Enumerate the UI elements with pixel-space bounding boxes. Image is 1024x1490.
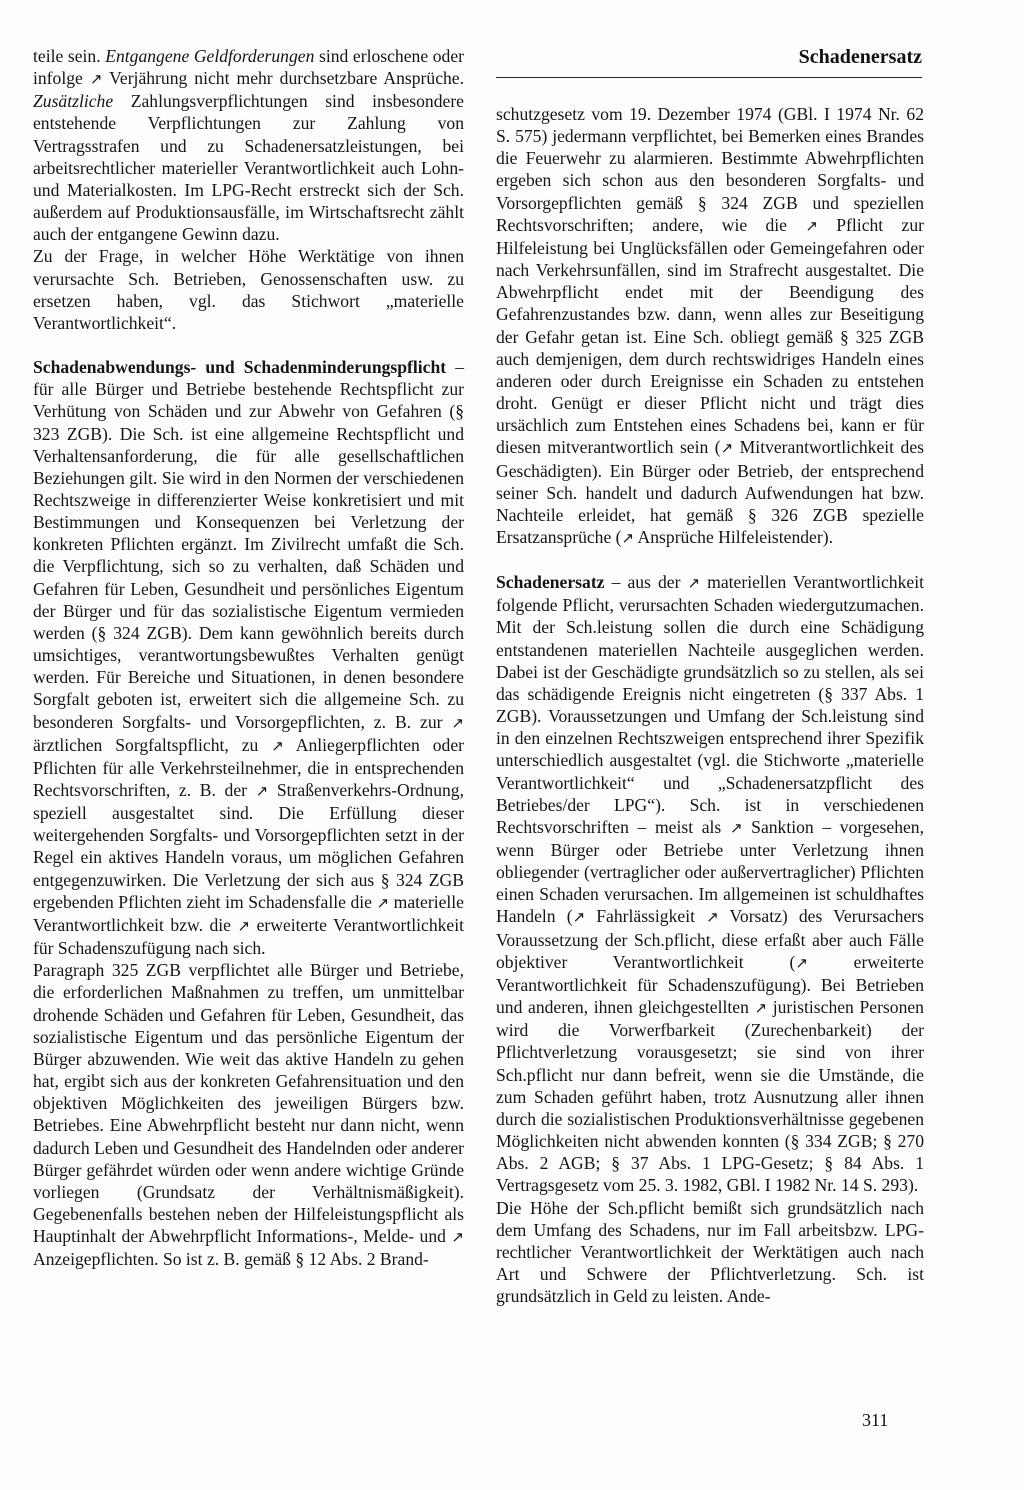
text-run: juristischen Personen wird die Vorwerfbarkeit (Zurechenbarkeit) der Pflichtverletzung vorausgesetzt; sie sind von ihrer Sch.pflicht nur dann befreit, wenn sie die Umstände, die zum Schaden geführt haben, trotz Ausnutzung aller ihnen durch die sozialistischen Produktionsverhältnisse gegebenen Möglichkeiten nicht abwenden konnten (§ 334 ZGB; § 270 Abs. 2 AGB; § 37 Abs. 1 LPG-Gesetz; § 84 Abs. 1 Vertragsgesetz vom 25. 3. 1982, GBl. I 1982 Nr. 14 S. 293). xyxy=(496,997,924,1196)
cross-reference-arrow-icon: ↗ xyxy=(451,1228,464,1247)
text-run: sind erloschene oder infolge xyxy=(33,46,464,89)
header-title: Schadenersatz xyxy=(798,46,922,68)
cross-reference-arrow-icon: ↗ xyxy=(621,528,635,547)
cross-reference-arrow-icon: ↗ xyxy=(376,893,390,912)
paragraph xyxy=(33,959,464,1270)
text-run: schutzgesetz vom 19. Dezember 1974 (GBl. I 1974 Nr. 62 S. 575) jedermann verpflichtet, bei Bemerken eines Brandes die Feuerwehr zu alarmieren. Bestimmte Abwehrpflichten ergeben sich schon aus den besonderen Sorgfalts- und Vorsorgepflichten gemäß § 324 ZGB und speziellen Rechtsvorschriften; andere, wie die xyxy=(496,104,924,235)
header-rule xyxy=(496,77,922,78)
text-run: Die Höhe der Sch.pflicht bemißt sich grundsätzlich nach dem Umfang des Schadens, nur im Fall arbeitsbzw. LPG-rechtlicher Verantwortlichkeit der Werktätigen auch nach Art und Schwere der Pflichtverletzung. Sch. ist grundsätzlich in Geld zu leisten. Ande- xyxy=(496,1197,924,1307)
text-run: Verjährung nicht mehr durchsetzbare Ansprüche. xyxy=(102,68,465,89)
page-number: 311 xyxy=(862,1410,889,1430)
text-run: Mitverantwortlichkeit des Geschädigten). Ein Bürger oder Betrieb, der entsprechend seiner Sch. handelt und dadurch Aufwendungen hat bzw. Nachteile erleidet, hat gemäß § 326 ZGB spezielle Ersatzansprüche ( xyxy=(496,437,924,547)
emphasized-term: Zusätzliche xyxy=(33,91,114,112)
paragraph xyxy=(496,103,924,549)
paragraph xyxy=(496,1197,924,1308)
cross-reference-arrow-icon: ↗ xyxy=(805,216,818,235)
right-column xyxy=(496,103,924,1307)
cross-reference-arrow-icon: ↗ xyxy=(271,736,284,755)
running-header xyxy=(496,44,922,78)
emphasized-term: Entgangene Geldforderungen xyxy=(105,46,315,66)
paragraph xyxy=(33,356,464,959)
text-run: materiellen Verantwortlichkeit folgende Pflicht, verursachten Schaden wiedergutzumachen. Mit der Sch.leistung sollen die durch eine Schädigung entstandenen materiellen Nachteile ausgeglichen werden. Dabei ist der Geschädigte grundsätzlich so zu stellen, als sei das schädigende Ereignis nicht eingetreten (§ 337 Abs. 1 ZGB). Voraussetzungen und Umfang der Sch.leistung sind in den einzelnen Rechtszweigen entsprechend ihrer Spezifik unterschiedlich ausgestaltet (vgl. die Stichworte „materielle Verantwortlichkeit“ und „Schadenersatzpflicht des Betriebes/der LPG“). Sch. ist in verschiedenen Rechtsvorschriften – meist als xyxy=(496,572,924,837)
cross-reference-arrow-icon: ↗ xyxy=(795,953,808,972)
text-run: Vorsatz) des Verursachers Voraussetzung der Sch.pflicht, diese erfaßt aber auch Fälle objektiver Verantwortlichkeit ( xyxy=(496,906,924,972)
cross-reference-arrow-icon: ↗ xyxy=(729,818,743,837)
cross-reference-arrow-icon: ↗ xyxy=(720,439,734,458)
text-run: – aus der xyxy=(604,572,688,593)
cross-reference-arrow-icon: ↗ xyxy=(687,574,701,593)
cross-reference-arrow-icon: ↗ xyxy=(237,916,251,935)
text-run: erweiterte Verantwortlichkeit für Schadenszufügung). Bei Betrieben und anderen, ihnen gleichgestellten xyxy=(496,951,924,1018)
text-run: Pflicht zur Hilfeleistung bei Unglücksfällen oder Gemeingefahren oder nach Verkehrsunfällen, sind im Strafrecht ausgestaltet. Die Abwehrpflicht endet mit der Beendigung des Gefahrenzustandes bzw. dann, wenn alles zur Beseitigung der Gefahr getan ist. Eine Sch. obliegt gemäß § 325 ZGB auch demjenigen, dem durch rechtswidriges Handeln eines anderen oder durch Ereignisse ein Schaden zu entstehen droht. Genügt er dieser Pflicht nicht und trägt dies ursächlich zum Entstehen eines Schadens bei, kann er für diesen mitverantwortlich sein ( xyxy=(496,214,924,458)
cross-reference-arrow-icon: ↗ xyxy=(255,782,269,800)
paragraph xyxy=(33,245,464,334)
cross-reference-arrow-icon: ↗ xyxy=(754,999,768,1018)
text-run: Anzeigepflichten. So ist z. B. gemäß § 12 Abs. 2 Brand- xyxy=(33,1249,429,1270)
cross-reference-arrow-icon: ↗ xyxy=(706,908,719,927)
text-run: Fahrlässigkeit xyxy=(585,906,707,927)
paragraph xyxy=(33,45,464,245)
text-run: materielle Verantwortlichkeit bzw. die xyxy=(33,891,464,935)
text-run: ärztlichen Sorgfaltspflicht, zu xyxy=(33,734,272,755)
entry-keyword: Schadenersatz xyxy=(496,572,605,593)
text-run: teile sein. xyxy=(33,46,106,66)
text-run: Sanktion – vorgesehen, wenn Bürger oder Betriebe unter Verletzung ihnen obliegender (vertraglicher oder außervertraglicher) Pflichten einen Schaden verursachen. Im allgemeinen ist schuldhaftes Handeln ( xyxy=(496,816,924,927)
entry-keyword: Schadenabwendungs- und Schadenminderungspflicht xyxy=(33,357,447,378)
text-run: Zahlungsverpflichtungen sind insbesondere entstehende Verpflichtungen zur Zahlung von Vertragsstrafen und zu Schadenersatzleistungen, bei arbeitsrechtlicher materieller Verantwortlichkeit auch Lohn- und Materialkosten. Im LPG-Recht erstreckt sich der Sch. außerdem auf Produktionsausfälle, im Wirtschaftsrecht zählt auch der entgangene Gewinn dazu. xyxy=(33,91,464,245)
text-run: – für alle Bürger und Betriebe bestehende Rechtspflicht zur Verhütung von Schäden und zur Abwehr von Gefahren (§ 323 ZGB). Die Sch. ist eine allgemeine Rechtspflicht und Verhaltensanforderung, die für alle gesellschaftlichen Beziehungen gilt. Sie wird in den Normen der verschiedenen Rechtszweige in differenzierter Weise konkretisiert und mit Bestimmungen und Konsequenzen bei Verletzung der konkreten Pflichten ergänzt. Im Zivilrecht umfaßt die Sch. die Verpflichtung, sich so zu verhalten, daß Schäden und Gefahren für Leben, Gesundheit und persönliches Eigentum der Bürger und für das sozialistische Eigentum vermieden werden (§ 324 ZGB). Dem kann gewöhnlich bereits durch umsichtiges, verantwortungsbewußtes Verhalten genügt werden. Für Bereiche und Situationen, in denen besondere Sorgfalt geboten ist, erweitert sich die allgemeine Sch. zu besonderen Sorgfalts- und Vorsorgepflichten, z. B. zur xyxy=(33,357,464,732)
cross-reference-arrow-icon: ↗ xyxy=(89,70,103,89)
text-run: Ansprüche Hilfeleistender). xyxy=(634,526,833,547)
cross-reference-arrow-icon: ↗ xyxy=(451,713,464,732)
cross-reference-arrow-icon: ↗ xyxy=(572,908,586,927)
text-run: Paragraph 325 ZGB verpflichtet alle Bürger und Betriebe, die erforderlichen Maßnahmen zu treffen, um unmittelbar drohende Schäden und Gefahren für Leben, Gesundheit, das sozialistische Eigentum und das persönliche Eigentum der Bürger abzuwenden. Wie weit das aktive Handeln zu gehen hat, ergibt sich aus der konkreten Gefahrensituation und den objektiven Möglichkeiten des jeweiligen Bürgers bzw. Betriebes. Eine Abwehrpflicht besteht nur dann nicht, wenn dadurch Leben und Gesundheit des Handelnden oder anderer Bürger gefährdet würden oder wenn andere wichtige Gründe vorliegen (Grundsatz der Verhältnismäßigkeit). Gegebenenfalls bestehen neben der Hilfeleistungspflicht als Hauptinhalt der Abwehrpflicht Informations-, Melde- und xyxy=(33,960,464,1247)
text-run: Anliegerpflichten oder Pflichten für alle Verkehrsteilnehmer, die in entsprechenden Rechtsvorschriften, z. B. der xyxy=(33,734,464,800)
text-run: Straßenverkehrs-Ordnung, speziell ausgestaltet sind. Die Erfüllung dieser weitergehenden Sorgfalts- und Vorsorgepflichten setzt in der Regel ein aktives Handeln voraus, um möglichen Gefahren entgegenzuwirken. Die Verletzung der sich aus § 324 ZGB ergebenden Pflichten zieht im Schadensfalle die xyxy=(33,780,464,912)
paragraph xyxy=(496,571,924,1196)
text-run: erweiterte Verantwortlichkeit für Schadenszufügung nach sich. xyxy=(33,914,465,959)
left-column xyxy=(33,45,464,1270)
text-run: Zu der Frage, in welcher Höhe Werktätige von ihnen verursachte Sch. Betrieben, Genossenschaften usw. zu ersetzen haben, vgl. das Stichwort „materielle Verantwortlichkeit“. xyxy=(33,246,464,333)
